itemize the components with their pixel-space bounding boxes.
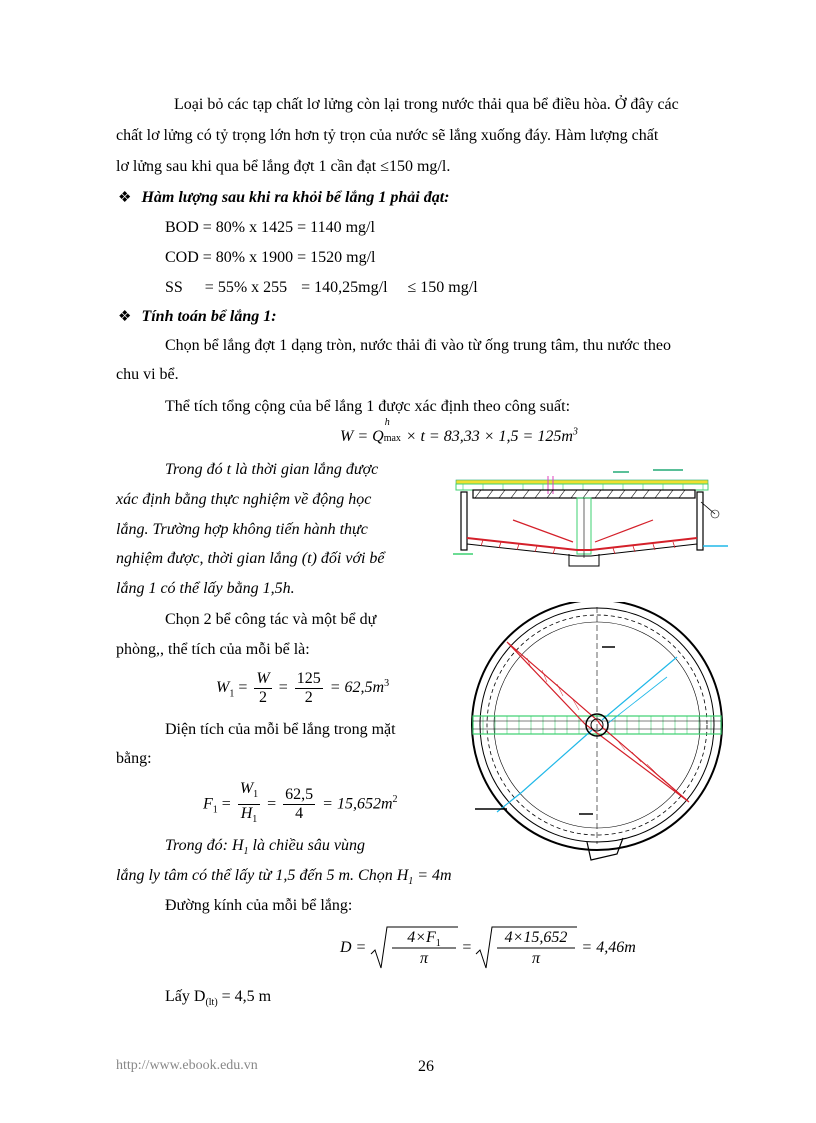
- eq2-result: = 62,5m: [329, 679, 385, 697]
- cod-value: COD = 80% x 1900 = 1520 mg/l: [165, 249, 376, 266]
- equation-volume-each: $W_1$ = $\frac{W}{2}$ = $\frac{125}{2}$ = $62,5m^3$: [216, 670, 390, 706]
- eq2-lhs: W: [216, 679, 230, 697]
- where-t-line-3: lắng. Trường hợp không tiến hành thực: [116, 521, 368, 538]
- eq3-frac2: [283, 786, 315, 823]
- clarifier-section-drawing: [453, 462, 735, 568]
- ss-label: SS: [165, 279, 183, 296]
- choose-line-2: chu vi bể.: [116, 366, 179, 383]
- where-h-1b: là chiều sâu vùng: [248, 837, 365, 854]
- diamond-bullet-icon: ❖: [118, 190, 132, 206]
- page-number: 26: [418, 1058, 434, 1075]
- sqrt-symbol-2: [475, 926, 577, 970]
- footer-url[interactable]: http://www.ebook.edu.vn: [116, 1058, 258, 1073]
- eq2-frac1: [254, 670, 271, 707]
- eq1-sup: h: [384, 417, 390, 428]
- eq2-frac2-den: 2: [304, 689, 313, 706]
- eq3-lhs: F: [203, 795, 213, 813]
- ss-limit: ≤ 150 mg/l: [407, 279, 478, 296]
- heading-outflow-text: Hàm lượng sau khi ra khỏi bể lắng 1 phải đạt:: [141, 189, 450, 206]
- eq4-num1-sub: 1: [436, 938, 442, 948]
- sqrt-2-icon: [475, 926, 577, 970]
- where-h-line-1: [165, 836, 365, 862]
- eq4-num2: 4×15,652: [504, 929, 568, 946]
- sqrt-1-icon: [370, 926, 458, 970]
- eq2-frac2-num: 125: [296, 670, 321, 687]
- area-line-1: Diện tích của mỗi bể lắng trong mặt: [165, 721, 396, 738]
- ss-value: [165, 278, 478, 298]
- heading-calculation-text: Tính toán bể lắng 1:: [141, 308, 277, 325]
- eq3-lhs-sub: 1: [212, 804, 218, 816]
- eq2-frac2: [295, 670, 323, 707]
- heading-calculation: [118, 307, 277, 327]
- eq1-exp: 3: [572, 426, 578, 438]
- eq1-lhs: W = Q: [340, 428, 384, 445]
- eq1-rhs: × t = 83,33 × 1,5 = 125m: [405, 428, 573, 445]
- eq4-num1: 4×F: [407, 929, 437, 946]
- sqrt-symbol-1: [370, 926, 458, 970]
- where-h-1sub: 1: [243, 846, 249, 858]
- ss-result: = 140,25mg/l: [301, 279, 388, 296]
- volume-text: Thể tích tổng cộng của bể lắng 1 được xác định theo công suất:: [165, 398, 571, 415]
- eq3-frac1-num-sub: 1: [253, 789, 259, 801]
- eq2-lhs-sub: 1: [229, 688, 235, 700]
- where-t-line-1: Trong đó t là thời gian lắng được: [165, 461, 379, 478]
- where-h-line-2: [116, 866, 452, 892]
- eq4-result: = 4,46m: [581, 939, 636, 956]
- clarifier-plan-drawing: [467, 602, 729, 862]
- eq1-sub: max: [383, 433, 401, 444]
- where-h-1a: Trong đó: H: [165, 837, 244, 854]
- eq3-frac2-den: 4: [295, 805, 304, 823]
- equation-area: $F_1$ = $\frac{W_1}{H_1}$ = $\frac{62,5}{4}$ = $15,652m^2$: [203, 780, 398, 829]
- eq3-frac1-den: H: [240, 805, 253, 823]
- intro-line-1: Loại bỏ các tạp chất lơ lửng còn lại trong nước thải qua bể điều hòa. Ở đây các: [174, 96, 679, 113]
- take-sub: (lt): [205, 997, 218, 1009]
- intro-line-3: lơ lửng sau khi qua bể lắng đợt 1 cần đạt ≤150 mg/l.: [116, 158, 451, 175]
- intro-line-2: chất lơ lửng có tỷ trọng lớn hơn tỷ trọn của nước sẽ lắng xuống đáy. Hàm lượng chất: [116, 127, 659, 144]
- eq2-exp: 3: [384, 677, 390, 689]
- eq4-den1: π: [420, 950, 429, 967]
- eq3-frac1: [238, 780, 260, 829]
- area-line-2: bằng:: [116, 750, 152, 767]
- eq3-result: = 15,652m: [322, 795, 393, 813]
- where-t-line-5: lắng 1 có thể lấy bằng 1,5h.: [116, 580, 295, 597]
- take-diameter: [165, 987, 271, 1013]
- eq4-lhs: D =: [340, 939, 367, 956]
- choose2-line-1: Chọn 2 bể công tác và một bể dự: [165, 611, 377, 628]
- take-a: Lấy D: [165, 988, 206, 1005]
- eq2-frac1-num: W: [256, 670, 270, 687]
- where-h-2sub: 1: [408, 876, 414, 888]
- eq3-frac1-num: W: [239, 780, 254, 797]
- where-t-line-2: xác định bằng thực nghiệm về động học: [116, 491, 372, 508]
- take-b: = 4,5 m: [217, 988, 272, 1005]
- equation-diameter: D = $4\times F_1$ π = 4×15,652 π = 4,46m: [340, 926, 636, 970]
- diamond-bullet-icon: ❖: [118, 309, 132, 325]
- where-h-2b: = 4m: [413, 867, 452, 884]
- equation-total-volume: [340, 417, 578, 446]
- diameter-text: Đường kính của mỗi bể lắng:: [165, 897, 353, 914]
- bod-value: BOD = 80% x 1425 = 1140 mg/l: [165, 219, 375, 236]
- ss-expr: = 55% x 255: [204, 279, 288, 296]
- choose2-line-2: phòng,, thể tích của mỗi bể là:: [116, 641, 310, 658]
- eq2-frac1-den: 2: [259, 689, 268, 706]
- choose-line-1: Chọn bể lắng đợt 1 dạng tròn, nước thải đi vào từ ống trung tâm, thu nước theo: [165, 337, 671, 354]
- where-h-2a: lắng ly tâm có thể lấy từ 1,5 đến 5 m. Chọn H: [116, 867, 409, 884]
- eq3-frac2-num: 62,5: [285, 786, 314, 804]
- eq4-den2: π: [532, 950, 541, 967]
- eq3-frac1-den-sub: 1: [252, 814, 258, 826]
- where-t-line-4: nghiệm được, thời gian lắng (t) đối với bể: [116, 550, 385, 567]
- heading-outflow-quality: [118, 188, 449, 208]
- eq3-exp: 2: [392, 794, 398, 806]
